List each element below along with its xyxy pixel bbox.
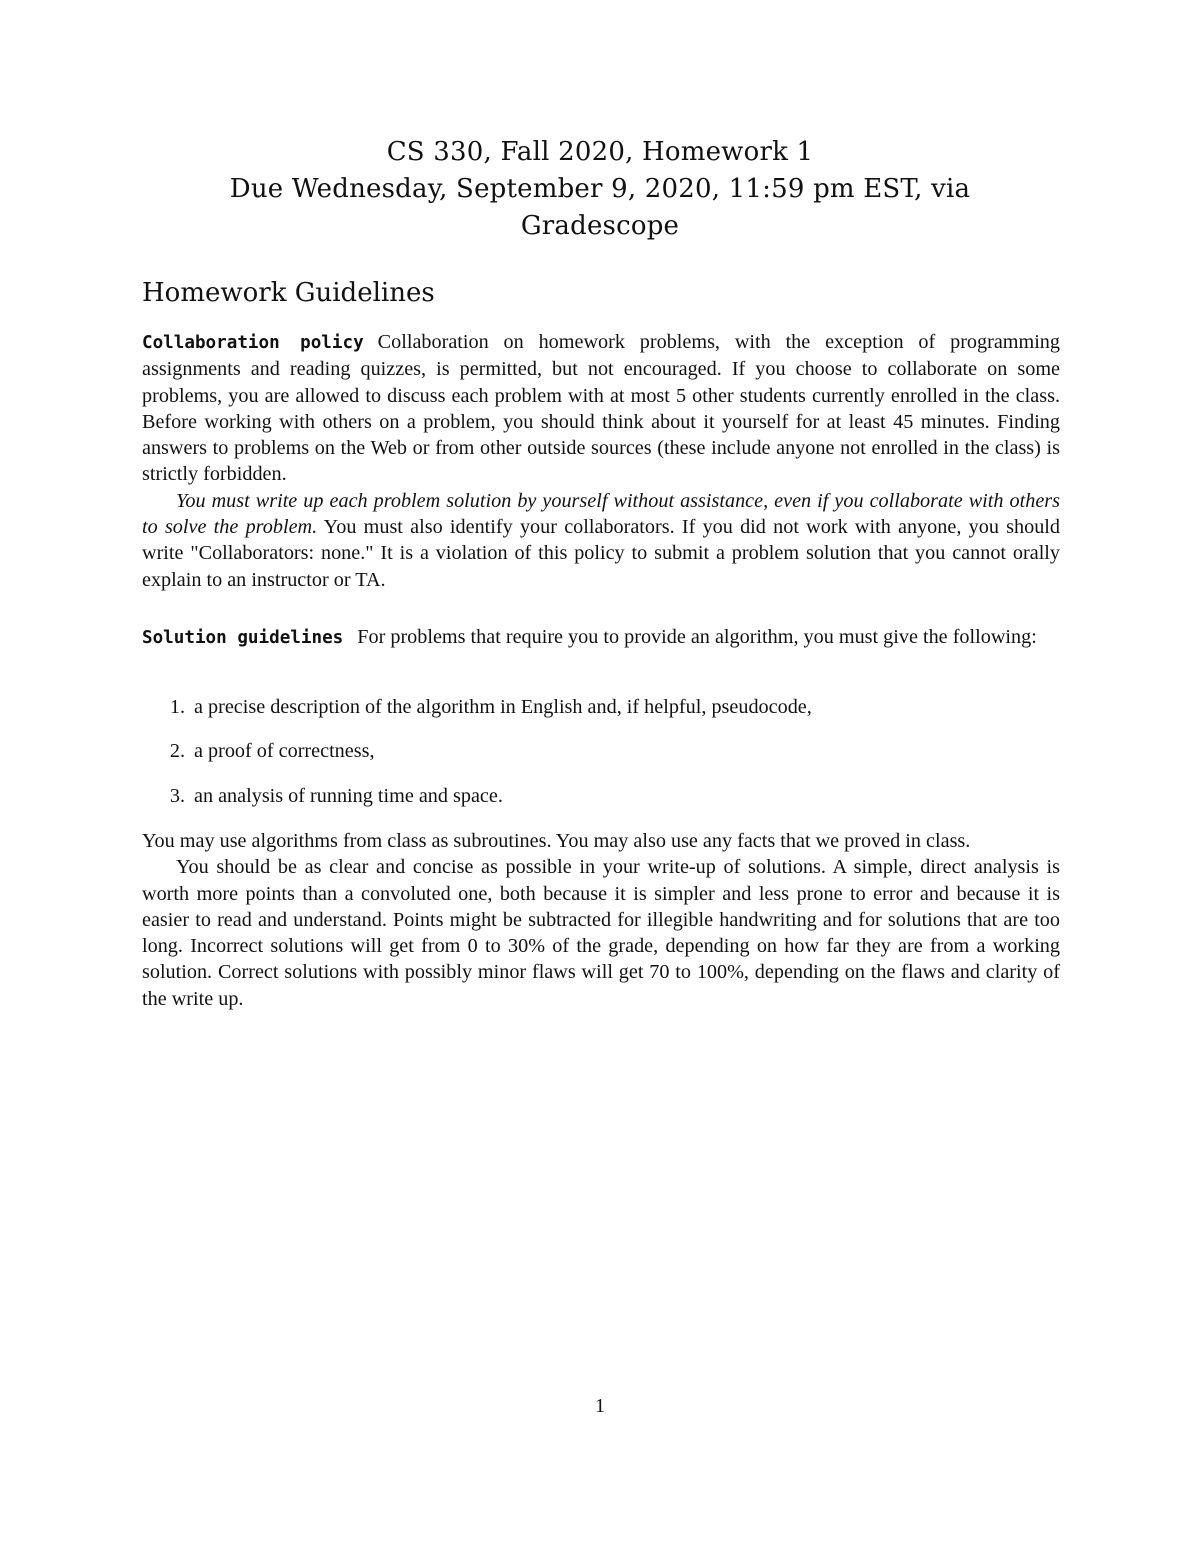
title-line-3: Gradescope <box>520 211 680 241</box>
document-title <box>150 134 1050 245</box>
list-item-number: 1. <box>169 696 185 718</box>
collaboration-policy-label: Collaboration policy <box>142 333 364 353</box>
collaboration-paragraph-2 <box>142 488 1060 593</box>
list-item-text: an analysis of running time and space. <box>194 784 503 807</box>
closing-section <box>142 828 1060 1012</box>
list-item <box>142 738 1060 764</box>
solution-intro-paragraph <box>142 624 1060 651</box>
collaboration-policy-section <box>142 329 1060 593</box>
page-number: 1 <box>595 1395 605 1417</box>
solution-guidelines-label: Solution guidelines <box>142 628 344 648</box>
list-item <box>142 783 1060 809</box>
solution-intro-text: For problems that require you to provide an algorithm, you must give the following: <box>357 626 1037 648</box>
list-item <box>142 694 1060 720</box>
collaboration-policy-text: Collaboration on homework problems, with the exception of programming assignments and reading quizzes, is permitted, but not encouraged. If you choose to collaborate on some problems, you are allowed to discuss each problem with at most 5 other students currently enrolled in the class. Before working with others on a problem, you should think about it yourself for at least 45 minutes. Finding answers to problems on the Web or from other outside sources (these include anyone not enrolled in the class) is strictly forbidden. <box>142 331 1060 486</box>
list-item-number: 3. <box>169 784 185 807</box>
title-line-2: Due Wednesday, September 9, 2020, 11:59 pm EST, via <box>229 174 971 204</box>
section-heading-guidelines: Homework Guidelines <box>142 278 435 308</box>
after-list-paragraph: You may use algorithms from class as subroutines. You may also use any facts that we proved in class. <box>142 830 971 852</box>
list-item-text: a proof of correctness, <box>194 740 375 763</box>
collaboration-rest-text: You must also identify your collaborators. If you did not work with anyone, you should write "Collaborators: none." It is a violation of this policy to submit a problem solution that you cannot orally explain to an instructor or TA. <box>142 516 1060 591</box>
solution-guidelines-section <box>142 624 1060 651</box>
list-item-number: 2. <box>169 740 185 763</box>
collaboration-emphasis-text: You must write up each problem solution by yourself without assistance, even if you collaborate with others to solve the problem. <box>142 489 1060 539</box>
solution-requirements-list <box>142 694 1060 827</box>
list-item-text: a precise description of the algorithm in English and, if helpful, pseudocode, <box>194 696 812 718</box>
clarity-paragraph: You should be as clear and concise as possible in your write-up of solutions. A simple, direct analysis is worth more points than a convoluted one, both because it is simpler and less prone to error and because it is easier to read and understand. Points might be subtracted for illegible handwriting and for solutions that are too long. Incorrect solutions will get from 0 to 30% of the grade, depending on how far they are from a working solution. Correct solutions with possibly minor flaws will get 70 to 100%, depending on the flaws and clarity of the write up. <box>142 856 1060 1010</box>
collaboration-paragraph-1 <box>142 329 1060 488</box>
title-line-1: CS 330, Fall 2020, Homework 1 <box>386 137 814 167</box>
